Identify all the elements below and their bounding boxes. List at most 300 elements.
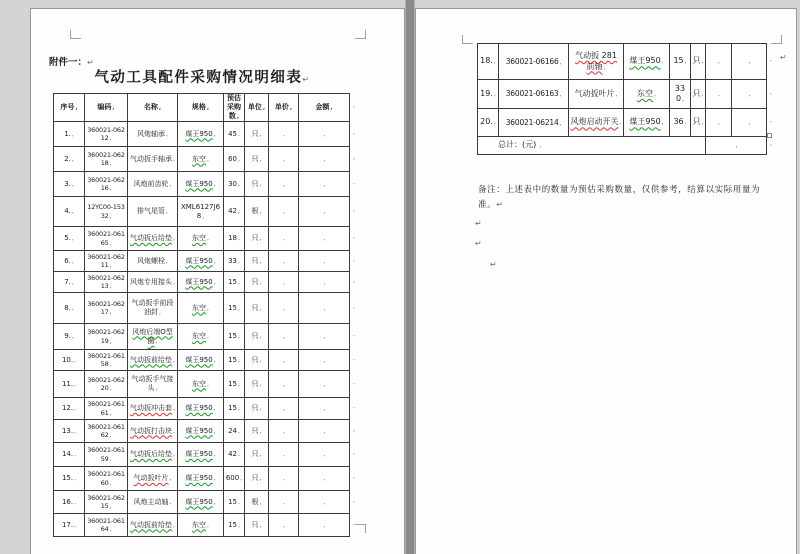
cell-name-text: 气动扳手前段油封 xyxy=(131,299,174,317)
cell-unit[interactable] xyxy=(245,293,269,324)
cell-name[interactable] xyxy=(128,272,178,293)
cell-price[interactable] xyxy=(269,443,299,467)
paragraph-mark-icon: ↵ xyxy=(780,53,787,62)
cell-price[interactable] xyxy=(269,272,299,293)
cell-name-text: 风炮启动开关 xyxy=(570,117,619,127)
paragraph-mark-icon: ↵ xyxy=(475,239,482,248)
cell-code[interactable] xyxy=(85,467,128,491)
cell-index[interactable] xyxy=(54,293,85,324)
cell-index[interactable] xyxy=(54,514,85,537)
cell-index-text: 12. xyxy=(61,404,74,413)
cell-name[interactable] xyxy=(128,398,178,420)
cell-code[interactable] xyxy=(85,122,128,147)
cell-code[interactable] xyxy=(499,109,569,137)
cell-name-text: 气动扳 281 前轴 xyxy=(575,51,617,71)
end-of-row-mark-icon: , xyxy=(353,425,355,433)
total-amount-cell[interactable] xyxy=(706,137,767,155)
cell-spec[interactable] xyxy=(178,420,224,443)
cell-code[interactable] xyxy=(499,44,569,80)
end-of-row-mark-icon: , xyxy=(353,233,355,240)
margin-crop-mark xyxy=(462,35,473,44)
cell-index[interactable] xyxy=(54,398,85,420)
end-of-row-mark-icon: , xyxy=(353,128,355,136)
cell-spec[interactable] xyxy=(178,324,224,350)
cell-name-text: 气动扳前给垫 xyxy=(130,520,173,529)
cell-spec[interactable] xyxy=(178,398,224,420)
cell-unit[interactable] xyxy=(691,44,706,80)
cell-spec-text: 东空 xyxy=(192,520,207,529)
table-row xyxy=(54,491,350,514)
cell-price[interactable] xyxy=(269,398,299,420)
cell-unit[interactable] xyxy=(245,420,269,443)
cell-name-text: 风炮后端O型圈 xyxy=(132,327,173,345)
cell-index[interactable] xyxy=(54,251,85,272)
cell-index-text: 8. xyxy=(64,303,71,312)
cell-unit-text: 只 xyxy=(251,154,259,163)
cell-spec-text: 东空 xyxy=(192,303,207,312)
column-header-text: 规格 xyxy=(191,103,206,112)
cell-qty[interactable] xyxy=(224,398,245,420)
header-row xyxy=(54,94,350,122)
cell-code[interactable] xyxy=(499,80,569,109)
cell-name[interactable] xyxy=(128,172,178,197)
cell-qty-text: 600 xyxy=(225,474,240,483)
cell-name-text: 气动扳叶片 xyxy=(133,474,169,483)
cell-spec-text: 煤王950 xyxy=(629,56,661,66)
end-of-row-mark-icon: , xyxy=(353,331,355,338)
end-of-row-mark-icon: , xyxy=(353,302,355,310)
paragraph-mark-icon: ↵ xyxy=(496,200,504,210)
document-page-1 xyxy=(30,8,405,554)
cell-name[interactable] xyxy=(128,227,178,251)
column-header-text: 名称 xyxy=(143,103,158,112)
cell-price[interactable] xyxy=(269,350,299,371)
cell-qty-text: 18 xyxy=(228,234,237,243)
margin-crop-mark xyxy=(355,524,366,533)
cell-qty[interactable] xyxy=(224,227,245,251)
cell-name-text: 气动扳叶片 xyxy=(574,88,615,98)
page-title[interactable] xyxy=(41,66,364,87)
column-header xyxy=(128,94,178,122)
cell-spec-text: 东空 xyxy=(637,88,654,98)
cell-unit-text: 只 xyxy=(251,426,259,435)
column-header xyxy=(245,94,269,122)
cell-amount[interactable] xyxy=(299,514,350,537)
cell-qty-text: 42 xyxy=(228,207,237,216)
cell-qty-text: 15 xyxy=(673,56,684,66)
cell-qty[interactable] xyxy=(224,147,245,172)
cell-price[interactable] xyxy=(269,293,299,324)
cell-code[interactable] xyxy=(85,172,128,197)
cell-index-text: 7. xyxy=(64,277,71,286)
cell-price[interactable] xyxy=(269,147,299,172)
cell-unit[interactable] xyxy=(245,398,269,420)
cell-unit[interactable] xyxy=(245,443,269,467)
paragraph-mark-icon: ↵ xyxy=(302,75,311,84)
margin-crop-mark xyxy=(771,35,782,44)
cell-name-text: 气动扳手气接头 xyxy=(131,375,174,393)
cell-name-text: 气动扳打击块 xyxy=(130,426,173,435)
cell-spec-text: 东空 xyxy=(192,154,207,163)
cell-price[interactable] xyxy=(269,324,299,350)
cell-name-text: 气动扳后给垫 xyxy=(130,450,173,459)
cell-qty[interactable] xyxy=(224,371,245,398)
table-row xyxy=(478,109,767,137)
cell-name-text: 气动扳前给垫 xyxy=(130,355,173,364)
cell-code[interactable] xyxy=(85,371,128,398)
cell-code[interactable] xyxy=(85,197,128,227)
cell-qty[interactable] xyxy=(224,491,245,514)
cell-amount[interactable] xyxy=(299,467,350,491)
cell-code-text: 360021-06159 xyxy=(87,446,125,463)
procurement-table-page1[interactable] xyxy=(53,93,350,537)
attachment-text: 附件一： xyxy=(49,57,88,68)
cell-code-text: 360021-06218 xyxy=(87,150,125,168)
column-header xyxy=(85,94,128,122)
note-paragraph[interactable] xyxy=(478,183,774,214)
cell-code[interactable] xyxy=(85,251,128,272)
margin-crop-mark xyxy=(70,30,81,39)
cell-spec[interactable] xyxy=(624,44,670,80)
cell-qty-text: 15 xyxy=(228,497,237,506)
cell-unit-text: 只 xyxy=(251,355,259,364)
cell-spec-text: 煤王950 xyxy=(629,117,661,127)
cell-amount[interactable] xyxy=(299,324,350,350)
end-of-row-mark-icon: , xyxy=(353,102,355,109)
cell-index[interactable] xyxy=(54,272,85,293)
cell-qty[interactable] xyxy=(224,420,245,443)
cell-amount[interactable] xyxy=(299,371,350,398)
end-of-row-mark-icon: , xyxy=(353,403,355,410)
cell-spec[interactable] xyxy=(178,467,224,491)
end-of-row-mark-icon: , xyxy=(353,178,355,186)
end-of-row-mark-icon: , xyxy=(770,88,772,96)
cell-name[interactable] xyxy=(128,147,178,172)
cell-code-text: 360021-06166 xyxy=(505,56,559,66)
cell-qty-text: 330 xyxy=(674,83,686,103)
cell-qty[interactable] xyxy=(224,443,245,467)
table-row xyxy=(54,172,350,197)
cell-unit[interactable] xyxy=(245,251,269,272)
cell-index[interactable] xyxy=(478,44,499,80)
cell-amount[interactable] xyxy=(299,420,350,443)
cell-name[interactable] xyxy=(128,197,178,227)
end-of-row-mark-icon: , xyxy=(353,255,355,263)
cell-name[interactable] xyxy=(128,443,178,467)
column-header-text: 单价 xyxy=(274,103,289,112)
cell-spec[interactable] xyxy=(178,172,224,197)
cell-index[interactable] xyxy=(54,443,85,467)
cell-qty[interactable] xyxy=(224,122,245,147)
cell-index[interactable] xyxy=(54,172,85,197)
cell-index-text: 3. xyxy=(64,179,71,188)
cell-qty[interactable] xyxy=(224,172,245,197)
cell-name[interactable] xyxy=(128,251,178,272)
table-row xyxy=(54,467,350,491)
end-of-row-mark-icon: , xyxy=(770,56,772,63)
cell-amount[interactable] xyxy=(299,197,350,227)
cell-unit[interactable] xyxy=(245,147,269,172)
cell-spec[interactable] xyxy=(178,147,224,172)
cell-unit-text: 只 xyxy=(692,117,701,127)
cell-price[interactable] xyxy=(269,197,299,227)
procurement-table-page2[interactable] xyxy=(477,43,767,155)
cell-unit[interactable] xyxy=(691,80,706,109)
cell-price[interactable] xyxy=(706,109,732,137)
column-header-text: 预估采购数 xyxy=(227,94,241,121)
cell-amount[interactable] xyxy=(732,109,767,137)
cell-index-text: 1. xyxy=(64,129,71,138)
cell-name[interactable] xyxy=(128,350,178,371)
cell-unit[interactable] xyxy=(245,324,269,350)
column-header xyxy=(178,94,224,122)
cell-name[interactable] xyxy=(128,122,178,147)
cell-spec-text: 煤王950 xyxy=(185,256,213,265)
cell-name-text: 气动扳手轴承 xyxy=(130,154,173,163)
table-row xyxy=(54,272,350,293)
cell-amount[interactable] xyxy=(299,172,350,197)
cell-name[interactable] xyxy=(569,80,624,109)
cell-amount[interactable] xyxy=(299,122,350,147)
cell-index-text: 14. xyxy=(61,450,74,459)
cell-price[interactable] xyxy=(269,491,299,514)
cell-spec-text: 东空 xyxy=(192,234,207,243)
cell-spec-text: 煤王950 xyxy=(185,426,213,435)
cell-spec[interactable] xyxy=(178,227,224,251)
cell-name[interactable] xyxy=(569,44,624,80)
cell-amount[interactable] xyxy=(299,491,350,514)
cell-amount[interactable] xyxy=(299,251,350,272)
cell-qty[interactable] xyxy=(224,293,245,324)
cell-spec-text: 煤王950 xyxy=(185,179,213,188)
cell-unit[interactable] xyxy=(245,514,269,537)
table-row xyxy=(478,80,767,109)
cell-code[interactable] xyxy=(85,398,128,420)
cell-qty-text: 15 xyxy=(228,404,237,413)
cell-qty-text: 33 xyxy=(228,256,237,265)
cell-spec[interactable] xyxy=(178,197,224,227)
cell-price[interactable] xyxy=(269,227,299,251)
cell-name[interactable] xyxy=(128,467,178,491)
cell-unit[interactable] xyxy=(245,197,269,227)
cell-spec[interactable] xyxy=(178,491,224,514)
cell-unit-text: 只 xyxy=(251,234,259,243)
cell-qty-text: 15 xyxy=(228,379,237,388)
table-row xyxy=(54,147,350,172)
cell-qty[interactable] xyxy=(224,350,245,371)
total-label-cell[interactable] xyxy=(478,137,706,155)
cell-price[interactable] xyxy=(269,467,299,491)
cell-spec[interactable] xyxy=(178,251,224,272)
margin-crop-mark xyxy=(355,30,366,39)
cell-spec[interactable] xyxy=(624,80,670,109)
cell-index-text: 4. xyxy=(64,207,71,216)
cell-code-text: 360021-06165 xyxy=(87,230,125,247)
cell-code[interactable] xyxy=(85,324,128,350)
cell-spec-text: 煤王950 xyxy=(185,450,213,459)
cell-spec[interactable] xyxy=(178,514,224,537)
cell-qty[interactable] xyxy=(224,272,245,293)
cell-price[interactable] xyxy=(269,371,299,398)
cell-spec[interactable] xyxy=(178,122,224,147)
cell-index[interactable] xyxy=(54,350,85,371)
cell-amount[interactable] xyxy=(299,272,350,293)
cell-index[interactable] xyxy=(54,467,85,491)
cell-amount[interactable] xyxy=(299,147,350,172)
table-row xyxy=(54,227,350,251)
cell-unit[interactable] xyxy=(245,467,269,491)
cell-qty-text: 60 xyxy=(228,154,237,163)
note-text: 备注：上述表中的数量为预估采购数量，仅供参考，结算以实际用量为准。 xyxy=(478,185,761,211)
cell-name[interactable] xyxy=(128,293,178,324)
cell-spec[interactable] xyxy=(178,350,224,371)
cell-qty-text: 15 xyxy=(228,303,237,312)
cell-unit-text: 只 xyxy=(251,303,259,312)
cell-index[interactable] xyxy=(478,109,499,137)
cell-amount[interactable] xyxy=(299,443,350,467)
cell-code-text: 360021-06217 xyxy=(87,299,125,317)
cell-name[interactable] xyxy=(128,514,178,537)
cell-qty[interactable] xyxy=(224,197,245,227)
cell-price[interactable] xyxy=(706,44,732,80)
cell-code[interactable] xyxy=(85,147,128,172)
cell-spec-text: 煤王950 xyxy=(185,404,213,413)
cell-spec[interactable] xyxy=(624,109,670,137)
cell-qty[interactable] xyxy=(670,44,691,80)
cell-spec[interactable] xyxy=(178,272,224,293)
table-row xyxy=(54,324,350,350)
table-row xyxy=(54,197,350,227)
cell-code[interactable] xyxy=(85,272,128,293)
cell-code[interactable] xyxy=(85,443,128,467)
cell-spec-text: 东空 xyxy=(192,379,207,388)
cell-code-text: 360021-06164 xyxy=(87,516,125,534)
cell-unit-text: 只 xyxy=(251,256,259,265)
cell-price[interactable] xyxy=(706,80,732,109)
cell-index-text: 13. xyxy=(61,426,74,435)
cell-qty[interactable] xyxy=(224,324,245,350)
cell-price[interactable] xyxy=(269,172,299,197)
table-resize-handle[interactable] xyxy=(767,133,772,138)
cell-index-text: 2. xyxy=(64,154,71,163)
cell-unit-text: 只 xyxy=(251,474,259,483)
cell-code-text: 360021-06163 xyxy=(505,89,559,99)
table-row xyxy=(54,443,350,467)
cell-index[interactable] xyxy=(54,147,85,172)
cell-index[interactable] xyxy=(54,324,85,350)
cell-name[interactable] xyxy=(128,491,178,514)
cell-index-text: 15. xyxy=(61,474,74,483)
cell-unit[interactable] xyxy=(245,122,269,147)
cell-qty[interactable] xyxy=(670,109,691,137)
column-header-text: 金额 xyxy=(315,103,330,112)
cell-unit-text: 只 xyxy=(692,56,701,66)
cell-index[interactable] xyxy=(54,420,85,443)
cell-unit[interactable] xyxy=(691,109,706,137)
cell-amount[interactable] xyxy=(299,350,350,371)
cell-spec-text: 东空 xyxy=(192,332,207,341)
cell-qty-text: 36 xyxy=(673,117,684,127)
cell-index[interactable] xyxy=(54,122,85,147)
paragraph-mark-icon: ↵ xyxy=(490,260,497,269)
cell-spec[interactable] xyxy=(178,443,224,467)
cell-index[interactable] xyxy=(54,227,85,251)
cell-code[interactable] xyxy=(85,227,128,251)
cell-unit[interactable] xyxy=(245,227,269,251)
cell-unit[interactable] xyxy=(245,491,269,514)
cell-spec[interactable] xyxy=(178,293,224,324)
cell-qty[interactable] xyxy=(224,514,245,537)
end-of-row-mark-icon: , xyxy=(770,117,772,124)
cell-unit[interactable] xyxy=(245,371,269,398)
cell-price[interactable] xyxy=(269,420,299,443)
cell-amount[interactable] xyxy=(299,293,350,324)
cell-qty-text: 45 xyxy=(228,129,237,138)
cell-code[interactable] xyxy=(85,350,128,371)
column-header xyxy=(224,94,245,122)
cell-name-text: 风炮前齿轮 xyxy=(133,179,169,188)
cell-index-text: 16. xyxy=(61,497,74,506)
cell-name[interactable] xyxy=(128,420,178,443)
cell-name-text: 风炮主动轴 xyxy=(133,497,169,506)
cell-spec-text: 煤王950 xyxy=(185,277,213,286)
cell-index[interactable] xyxy=(54,491,85,514)
cell-name[interactable] xyxy=(128,371,178,398)
cell-price[interactable] xyxy=(269,122,299,147)
cell-qty[interactable] xyxy=(670,80,691,109)
table-row xyxy=(54,350,350,371)
cell-code-text: 360021-06215 xyxy=(87,493,125,511)
cell-code[interactable] xyxy=(85,514,128,537)
end-of-row-mark-icon: , xyxy=(353,378,355,386)
document-page-2 xyxy=(415,8,797,554)
cell-code[interactable] xyxy=(85,491,128,514)
cell-name[interactable] xyxy=(128,324,178,350)
cell-index[interactable] xyxy=(54,371,85,398)
cell-spec[interactable] xyxy=(178,371,224,398)
cell-code[interactable] xyxy=(85,420,128,443)
cell-amount[interactable] xyxy=(732,44,767,80)
total-label-text: 总计：(元) xyxy=(498,140,537,150)
cell-code[interactable] xyxy=(85,293,128,324)
cell-unit[interactable] xyxy=(245,172,269,197)
cell-amount[interactable] xyxy=(299,227,350,251)
cell-price[interactable] xyxy=(269,514,299,537)
column-header-text: 序号 xyxy=(60,103,75,112)
cell-index-text: 10. xyxy=(61,355,74,364)
cell-code-text: 360021-06220 xyxy=(87,375,125,393)
paragraph-mark-icon: ↵ xyxy=(475,219,482,228)
table-row xyxy=(478,44,767,80)
cell-amount[interactable] xyxy=(732,80,767,109)
cell-index-text: 6. xyxy=(64,256,71,265)
cell-price[interactable] xyxy=(269,251,299,272)
page-gap xyxy=(405,0,415,554)
cell-qty-text: 15 xyxy=(228,332,237,341)
end-of-row-mark-icon: , xyxy=(353,473,355,480)
cell-name[interactable] xyxy=(569,109,624,137)
cell-qty[interactable] xyxy=(224,251,245,272)
cell-unit[interactable] xyxy=(245,350,269,371)
cell-code-text: 360021-06216 xyxy=(87,175,125,193)
cell-unit-text: 只 xyxy=(251,129,259,138)
cell-index[interactable] xyxy=(478,80,499,109)
cell-index[interactable] xyxy=(54,197,85,227)
cell-name-text: 风炮螺栓 xyxy=(137,256,166,265)
cell-amount[interactable] xyxy=(299,398,350,420)
cell-qty[interactable] xyxy=(224,467,245,491)
cell-unit[interactable] xyxy=(245,272,269,293)
